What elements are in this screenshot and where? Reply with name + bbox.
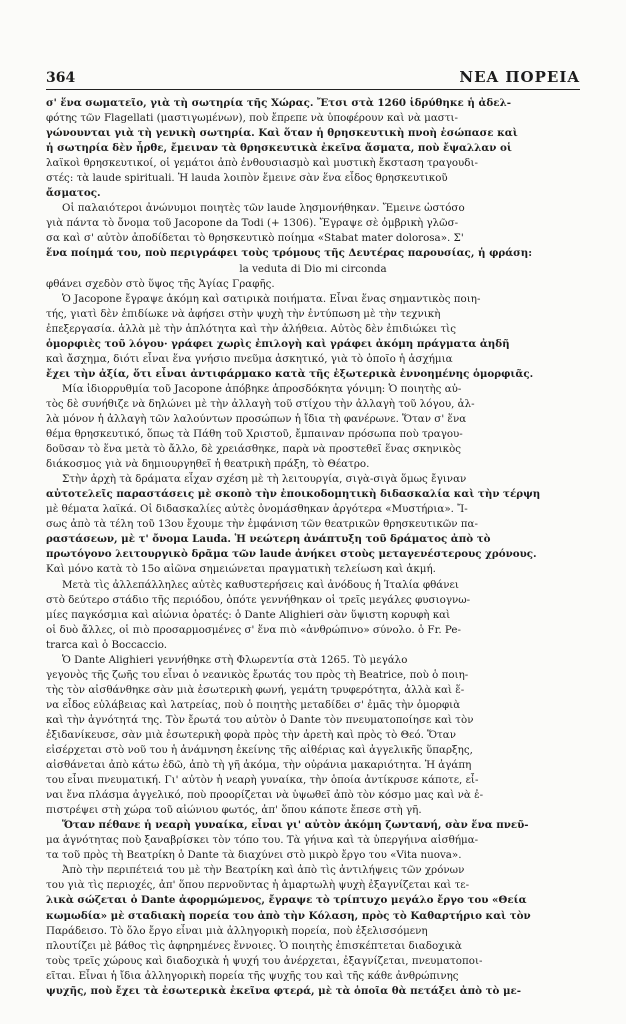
- text-line: αἰσθάνεται ἀπὸ κάτω ἐδῶ, ἀπὸ τὴ γῆ ἀκόμα, τὴν οὐράνια μακαριότητα. Ἡ ἀγάπη: [46, 759, 472, 772]
- text-line: Ὁ Jacopone ἔγραψε ἀκόμη καὶ σατιρικὰ ποιήματα. Εἶναι ἕνας σημαντικὸς ποιη-: [62, 292, 481, 305]
- text-line: la veduta di Dio mi circonda: [239, 262, 387, 275]
- text-line: δοῦσαν τὸ ἕνα μετὰ τὸ ἄλλο, δὲ χρειάσθηκε, παρὰ νὰ προστεθεῖ ἕνας σκηνικὸς: [46, 443, 462, 456]
- journal-title: ΝΕΑ ΠΟΡΕΙΑ: [459, 68, 580, 86]
- text-line: Ὁ Dante Alighieri γεννήθηκε στὴ Φλωρεντία στὰ 1265. Τὸ μεγάλο: [62, 653, 408, 666]
- text-line: λὰ μόνον ἡ ἀλλαγὴ τῶν λαλούντων προσώπων ἡ ἴδια τὴ φανέρωνε. Ὅταν σ' ἕνα: [46, 412, 467, 425]
- text-line: τὴς τὸν αἰσθάνθηκε σὰν μιὰ ἐσωτερικὴ φωνή, γεμάτη τρυφερότητα, ἀλλὰ καὶ ἕ-: [46, 683, 465, 696]
- text-line: ὁμορφιὲς τοῦ λόγου· γράφει χωρὶς ἐπιλογὴ καὶ γράφει ἀκόμη πράγματα ἀηδῆ: [46, 337, 510, 350]
- text-line: κωμωδία» μὲ σταδιακὴ πορεία του ἀπὸ τὴν Κόλαση, πρὸς τὸ Καθαρτήριο καὶ τὸν: [46, 909, 531, 922]
- text-line: ἔχει τὴν ἀξία, ὅτι εἶναι ἀντιφάρμακο κατὰ τῆς ἐξωτερικὰ ἐννοημένης ὁμορφιᾶς.: [46, 367, 534, 380]
- text-line: πρωτόγονο λειτουργικὸ δρᾶμα τῶν laude ἀνήκει στοὺς μεταγενέστερους χρόνους.: [46, 548, 537, 561]
- text-line: στὸ δεύτερο στάδιο τῆς περιόδου, ὁπότε γεννήθηκαν οἱ τρεῖς μεγάλες φυσιογνω-: [46, 593, 471, 606]
- text-line: εἰσέρχεται στὸ νοῦ του ἡ ἀνάμνηση ἐκείνης τῆς αἰθέριας καὶ ἀγγελικῆς ὕπαρξης,: [46, 744, 473, 757]
- text-line: Στὴν ἀρχὴ τὰ δράματα εἶχαν σχέση μὲ τὴ λειτουργία, σιγὰ-σιγὰ ὅμως ἔγιναν: [62, 473, 467, 486]
- text-line: τα τοῦ πρὸς τὴ Βεατρίκη ὁ Dante τὰ διαχύνει στὸ μικρὸ ἔργο του «Vita nuova».: [46, 849, 462, 862]
- text-line: μὲ θέματα λαϊκά. Οἱ διδασκαλίες αὐτὲς ὀνομάσθηκαν ἀργότερα «Μυστήρια». Ἴ-: [46, 503, 468, 516]
- text-line: ἐπεξεργασία. ἀλλὰ μὲ τὴν ἁπλότητα καὶ τὴν ἀλήθεια. Αὐτὸς δὲν ἐπιδιώκει τὶς: [46, 322, 456, 335]
- text-line: τὸς δὲ συνήθιζε νὰ δηλώνει μὲ τὴν ἀλλαγὴ τοῦ στίχου τὴν ἀλλαγὴ τοῦ λόγου, ἀλ-: [46, 397, 475, 410]
- text-line: καὶ τὴν ἁγνότητά της. Τὸν ἔρωτά του αὐτὸν ὁ Dante τὸν πνευματοποίησε καὶ τὸν: [46, 713, 474, 726]
- text-line: Ὅταν πέθανε ἡ νεαρὴ γυναίκα, εἶναι γι' αὐτὸν ἀκόμη ζωντανή, σὰν ἕνα πνεῦ-: [62, 819, 529, 832]
- text-line: τής, γιατὶ δὲν ἐπιδίωκε νὰ ἀφήσει στὴν ψυχὴ τὴν ἐντύπωση μὲ τὴν τεχνικὴ: [46, 307, 441, 320]
- running-head: [46, 64, 580, 86]
- text-line: μα ἁγνότητας ποὺ ξαναβρίσκει τὸν τόπο του. Τὰ γήινα καὶ τὰ ὑπεργήινα αἰσθήμα-: [46, 834, 479, 847]
- text-line: Μία ἰδιορρυθμία τοῦ Jacopone ἀπόβηκε ἀπροσδόκητα γόνιμη: Ὁ ποιητὴς αὐ-: [62, 382, 462, 395]
- text-line: Ἀπὸ τὴν περιπέτειά του μὲ τὴν Βεατρίκη καὶ ἀπὸ τὶς ἀντιλήψεις τῶν χρόνων: [62, 864, 465, 877]
- text-line: μίες παγκόσμια καὶ αἰώνια ὁρατές: ὁ Dante Alighieri σὰν ὕψιστη κορυφὴ καὶ: [46, 608, 451, 621]
- text-line: αὐτοτελεῖς παραστάσεις μὲ σκοπὸ τὴν ἐποικοδομητικὴ διδασκαλία καὶ τὴν τέρψη: [46, 488, 541, 501]
- text-line: λαϊκοὶ θρησκευτικοί, οἱ γεμάτοι ἀπὸ ἐνθουσιασμὸ καὶ μυστικὴ ἔκσταση τραγουδι-: [46, 157, 479, 170]
- text-line: ραστάσεων, μὲ τ' ὄνομα Lauda. Ἡ νεώτερη ἀνάπτυξη τοῦ δράματος ἀπὸ τὸ: [46, 533, 491, 546]
- text-line: Μετὰ τὶς ἀλλεπάλληλες αὐτὲς καθυστερήσεις καὶ ἀνόδους ἡ Ἰταλία φθάνει: [62, 578, 459, 591]
- text-line: οἱ δυὸ ἄλλες, οἱ πιὸ προσαρμοσμένες σ' ἕνα πιὸ «ἀνθρώπινο» σύνολο. ὁ Fr. Pe-: [46, 623, 461, 636]
- text-line: φότης τῶν Flagellati (μαστιγωμένων), ποὺ ἔπρεπε νὰ ὑποφέρουν καὶ νὰ μαστι-: [46, 112, 459, 125]
- text-line: σα καὶ σ' αὐτὸν ἀποδίδεται τὸ θρησκευτικὸ ποίημα «Stabat mater dolorosa». Σ': [46, 232, 464, 245]
- text-line: σ' ἕνα σωματεῖο, γιὰ τὴ σωτηρία τῆς Χώρας. Ἔτσι στὰ 1260 ἱδρύθηκε ἡ ἀδελ-: [46, 97, 512, 109]
- text-line: του εἶναι πνευματική. Γι' αὐτὸν ἡ νεαρὴ γυναίκα, τὴν ὁποία ἀντίκρυσε κάποτε, εἶ-: [46, 774, 479, 787]
- text-line: Παράδεισο. Τὸ ὅλο ἔργο εἶναι μιὰ ἀλληγορικὴ πορεία, ποὺ ἐξελισσόμενη: [46, 924, 428, 937]
- text-line: φθάνει σχεδὸν στὸ ὕψος τῆς Ἁγίας Γραφῆς.: [46, 277, 275, 290]
- text-line: ναι ἕνα πλάσμα ἀγγελικό, ποὺ προορίζεται νὰ ὑψωθεῖ ἀπὸ τὸν κόσμο μας καὶ νὰ ἐ-: [46, 789, 484, 802]
- text-line: γιὰ πάντα τὸ ὄνομα τοῦ Jacopone da Todi (+ 1306). Ἔγραψε σὲ ὀμβρικὴ γλῶσ-: [46, 217, 459, 230]
- text-line: να εἶδος εὐλάβειας καὶ λατρείας, ποὺ ὁ ποιητὴς μεταδίδει σ' ἐμᾶς τὴν ὀμορφιὰ: [46, 698, 461, 711]
- text-line: στές: τὰ laude spirituali. Ἡ lauda λοιπὸν ἔμεινε σὰν ἕνα εἶδος θρησκευτικοῦ: [46, 172, 448, 185]
- text-line: γώνουνται γιὰ τὴ γενικὴ σωτηρία. Καὶ ὅταν ἡ θρησκευτικὴ πνοὴ ἐσώπασε καὶ: [46, 127, 518, 140]
- page-number: 364: [46, 70, 76, 86]
- text-line: του γιὰ τὶς περιοχές, ἀπ' ὅπου περνοῦντας ἡ ἁμαρτωλὴ ψυχὴ ἐξαγνίζεται καὶ τε-: [46, 879, 470, 892]
- text-line: γεγονὸς τῆς ζωῆς του εἶναι ὁ νεανικὸς ἔρωτάς του πρὸς τὴ Beatrice, ποὺ ὁ ποιη-: [46, 668, 469, 681]
- header-rule: [46, 89, 580, 90]
- text-line: διάκοσμος γιὰ νὰ δημιουργηθεῖ ἡ θεατρικὴ πράξη, τὸ Θέατρο.: [46, 458, 370, 471]
- text-line: ἕνα ποίημά του, ποὺ περιγράφει τοὺς τρόμους τῆς Δευτέρας παρουσίας, ἡ φράση:: [46, 247, 533, 260]
- text-line: θέμα θρησκευτικό, ὅπως τὰ Πάθη τοῦ Χριστοῦ, ἔμπαιναν πρόσωπα ποὺ τραγου-: [46, 428, 463, 441]
- text-line: trarca καὶ ὁ Boccaccio.: [46, 638, 168, 651]
- text-line: τοὺς τρεῖς χώρους καὶ διαδοχικὰ ἡ ψυχή του ἀνέρχεται, ἐξαγνίζεται, πνευματοποι-: [46, 954, 483, 967]
- text-line: καὶ ἄσχημα, διότι εἶναι ἕνα γνήσιο πνεῦμα ἀσκητικό, γιὰ τὸ ὁποῖο ἡ ἀσχήμια: [46, 352, 453, 365]
- body-text: [46, 96, 580, 999]
- text-line: ἐξιδανίκευσε, σὰν μιὰ ἐσωτερικὴ φορὰ πρὸς τὴν ἀρετὴ καὶ πρὸς τὸ Θεό. Ὅταν: [46, 728, 456, 741]
- text-line: ἄσματος.: [46, 187, 101, 200]
- text-line: σως ἀπὸ τὰ τέλη τοῦ 13ου ἔχουμε τὴν ἐμφάνιση τῶν θεατρικῶν θρησκευτικῶν πα-: [46, 518, 478, 531]
- text-line: Οἱ παλαιότεροι ἀνώνυμοι ποιητὲς τῶν laude λησμονήθηκαν. Ἔμεινε ὡστόσο: [62, 202, 465, 215]
- text-line: ἡ σωτηρία δὲν ἦρθε, ἔμειναν τὰ θρησκευτικὰ ἐκεῖνα ἄσματα, ποὺ ἔψαλλαν οἱ: [46, 142, 512, 155]
- text-line: λικὰ σώζεται ὁ Dante ἀφορμώμενος, ἔγραψε τὸ τρίπτυχο μεγάλο ἔργο του «Θεία: [46, 894, 527, 907]
- text-line: εῖται. Εἶναι ἡ ἴδια ἀλληγορικὴ πορεία τῆς ψυχῆς του καὶ τῆς κάθε ἀνθρώπινης: [46, 969, 459, 982]
- text-line: Καὶ μόνο κατὰ τὸ 15ο αἰῶνα σημειώνεται πραγματικὴ τελείωση καὶ ἀκμή.: [46, 563, 436, 576]
- text-line: πλουτίζει μὲ βάθος τὶς ἀφηρημένες ἔννοιες. Ὁ ποιητὴς ἐπισκέπτεται διαδοχικὰ: [46, 939, 462, 952]
- text-line: ψυχῆς, ποὺ ἔχει τὰ ἐσωτερικὰ ἐκεῖνα φτερά, μὲ τὰ ὁποῖα θὰ πετάξει ἀπὸ τὸ με-: [46, 984, 522, 997]
- text-line: πιστρέψει στὴ χώρα τοῦ αἰώνιου φωτός, ἀπ' ὅπου κάποτε ἔπεσε στὴ γῆ.: [46, 804, 422, 817]
